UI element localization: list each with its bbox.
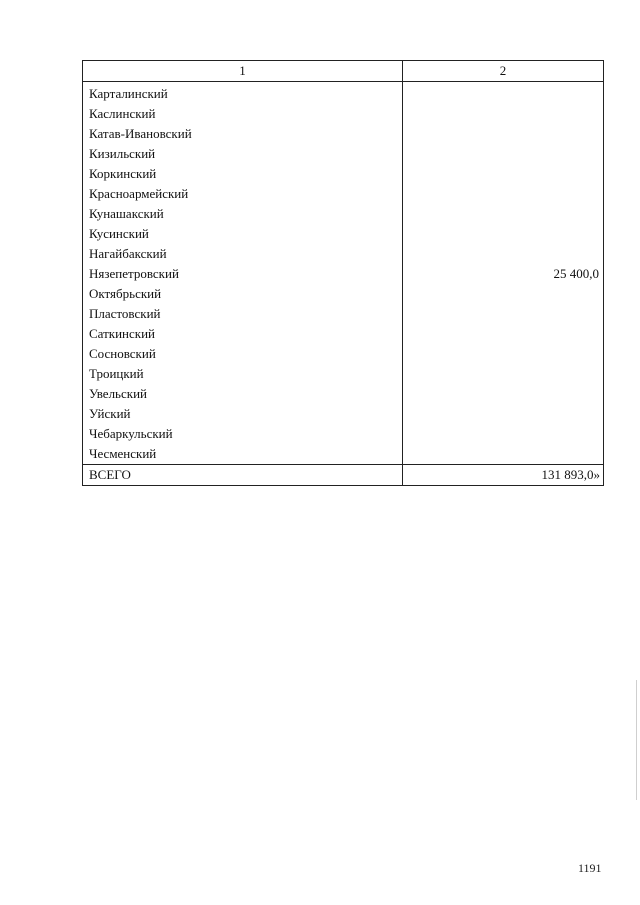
district-name: Уйский [83, 404, 403, 424]
budget-table [82, 60, 604, 486]
district-name: Увельский [83, 384, 403, 404]
district-name: Троицкий [83, 364, 403, 384]
scan-edge-mark [636, 680, 637, 800]
district-name: Нязепетровский [83, 264, 403, 284]
district-name: Чесменский [83, 444, 403, 465]
header-col-1: 1 [83, 61, 403, 82]
header-col-2: 2 [403, 61, 604, 82]
table-body [83, 82, 604, 465]
district-name: Чебаркульский [83, 424, 403, 444]
district-name: Каслинский [83, 104, 403, 124]
district-name: Пластовский [83, 304, 403, 324]
district-name: Красноармейский [83, 184, 403, 204]
district-name: Катав-Ивановский [83, 124, 403, 144]
page-number: 1191 [578, 861, 602, 875]
table-row [83, 82, 604, 105]
table-header-row [83, 61, 604, 82]
district-name: Карталинский [83, 82, 403, 105]
district-name: Октябрьский [83, 284, 403, 304]
district-name: Коркинский [83, 164, 403, 184]
district-name: Кизильский [83, 144, 403, 164]
district-name: Нагайбакский [83, 244, 403, 264]
district-name: Кунашакский [83, 204, 403, 224]
district-name: Саткинский [83, 324, 403, 344]
total-label: ВСЕГО [83, 465, 403, 486]
total-value: 131 893,0» [403, 465, 604, 486]
total-row [83, 465, 604, 486]
district-name: Кусинский [83, 224, 403, 244]
merged-value-cell: 25 400,0 [403, 82, 604, 465]
district-name: Сосновский [83, 344, 403, 364]
